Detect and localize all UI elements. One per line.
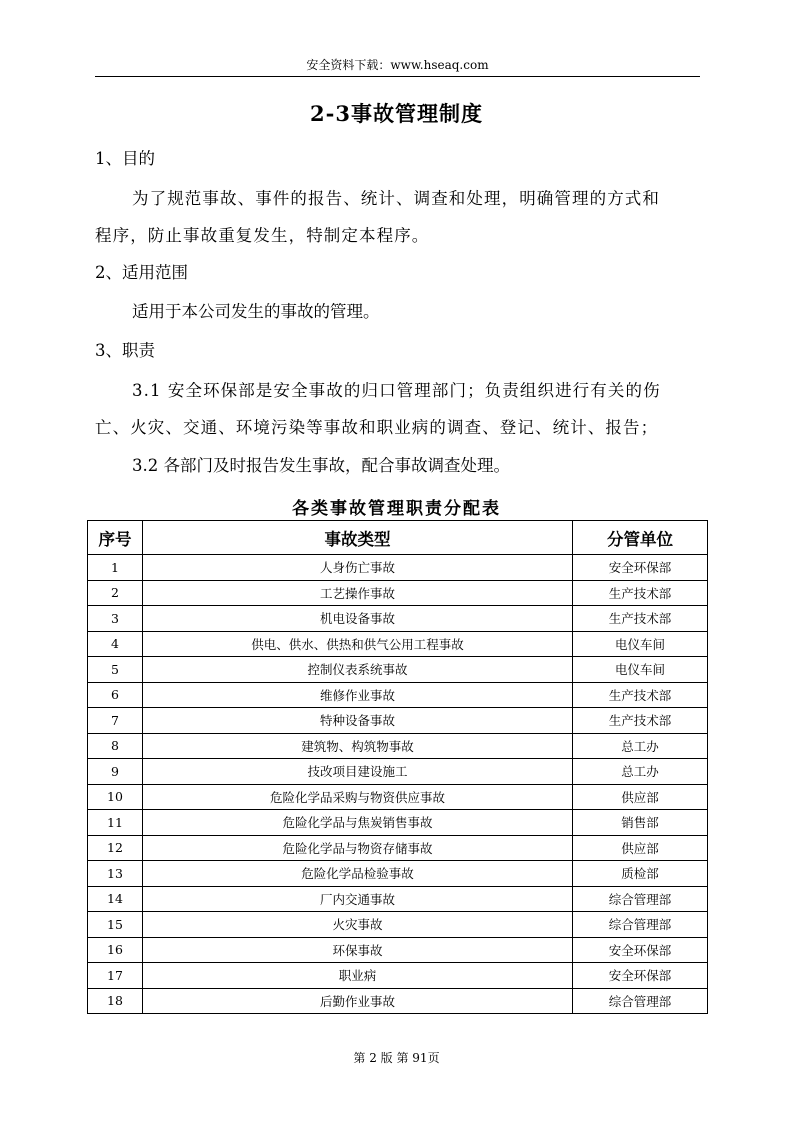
table-row bbox=[88, 631, 708, 657]
table-row bbox=[88, 988, 708, 1014]
serial-number-cell: 10 bbox=[88, 784, 143, 810]
serial-number-cell: 16 bbox=[88, 937, 143, 963]
responsible-unit-cell: 综合管理部 bbox=[573, 912, 708, 938]
table-row bbox=[88, 682, 708, 708]
page-header: 安全资料下载：www.hseaq.com bbox=[95, 56, 700, 77]
serial-number-cell: 6 bbox=[88, 682, 143, 708]
table-row bbox=[88, 657, 708, 683]
accident-type-cell: 控制仪表系统事故 bbox=[143, 657, 573, 683]
serial-number-cell: 11 bbox=[88, 810, 143, 836]
accident-type-cell: 维修作业事故 bbox=[143, 682, 573, 708]
accident-type-cell: 厂内交通事故 bbox=[143, 886, 573, 912]
duty-paragraph-line-1: 3.1 安全环保部是安全事故的归口管理部门；负责组织进行有关的伤 bbox=[132, 381, 661, 400]
page-footer: 第 2 版 第 91页 bbox=[353, 1051, 440, 1065]
table-row bbox=[88, 886, 708, 912]
header-accident-type: 事故类型 bbox=[143, 521, 573, 555]
table-header-row bbox=[88, 521, 708, 555]
serial-number-cell: 15 bbox=[88, 912, 143, 938]
duty-paragraph-line-3: 3.2 各部门及时报告发生事故，配合事故调查处理。 bbox=[132, 456, 510, 475]
accident-type-cell: 技改项目建设施工 bbox=[143, 759, 573, 785]
section-purpose-heading: 1、目的 bbox=[95, 149, 155, 168]
accident-type-cell: 供电、供水、供热和供气公用工程事故 bbox=[143, 631, 573, 657]
accident-type-cell: 后勤作业事故 bbox=[143, 988, 573, 1014]
serial-number-cell: 14 bbox=[88, 886, 143, 912]
serial-number-cell: 17 bbox=[88, 963, 143, 989]
table-row bbox=[88, 555, 708, 581]
serial-number-cell: 8 bbox=[88, 733, 143, 759]
responsible-unit-cell: 销售部 bbox=[573, 810, 708, 836]
responsible-unit-cell: 生产技术部 bbox=[573, 708, 708, 734]
responsible-unit-cell: 综合管理部 bbox=[573, 886, 708, 912]
table-row bbox=[88, 580, 708, 606]
table-row bbox=[88, 835, 708, 861]
table-row bbox=[88, 912, 708, 938]
table-row bbox=[88, 733, 708, 759]
accident-type-cell: 危险化学品采购与物资供应事故 bbox=[143, 784, 573, 810]
responsible-unit-cell: 生产技术部 bbox=[573, 606, 708, 632]
table-row bbox=[88, 759, 708, 785]
accident-type-cell: 环保事故 bbox=[143, 937, 573, 963]
serial-number-cell: 12 bbox=[88, 835, 143, 861]
table-row bbox=[88, 963, 708, 989]
serial-number-cell: 9 bbox=[88, 759, 143, 785]
responsible-unit-cell: 总工办 bbox=[573, 733, 708, 759]
serial-number-cell: 2 bbox=[88, 580, 143, 606]
serial-number-cell: 3 bbox=[88, 606, 143, 632]
responsible-unit-cell: 电仪车间 bbox=[573, 657, 708, 683]
serial-number-cell: 1 bbox=[88, 555, 143, 581]
accident-type-cell: 特种设备事故 bbox=[143, 708, 573, 734]
serial-number-cell: 18 bbox=[88, 988, 143, 1014]
duty-paragraph-line-2: 亡、火灾、交通、环境污染等事故和职业病的调查、登记、统计、报告； bbox=[95, 418, 659, 437]
scope-paragraph: 适用于本公司发生的事故的管理。 bbox=[132, 302, 380, 321]
responsible-unit-cell: 供应部 bbox=[573, 784, 708, 810]
accident-type-cell: 职业病 bbox=[143, 963, 573, 989]
accident-type-cell: 火灾事故 bbox=[143, 912, 573, 938]
table-row bbox=[88, 784, 708, 810]
document-title: 2-3事故管理制度 bbox=[310, 101, 483, 126]
serial-number-cell: 13 bbox=[88, 861, 143, 887]
accident-type-cell: 机电设备事故 bbox=[143, 606, 573, 632]
accident-type-cell: 危险化学品检验事故 bbox=[143, 861, 573, 887]
responsible-unit-cell: 安全环保部 bbox=[573, 937, 708, 963]
responsible-unit-cell: 安全环保部 bbox=[573, 963, 708, 989]
section-duty-heading: 3、职责 bbox=[95, 341, 155, 360]
responsible-unit-cell: 供应部 bbox=[573, 835, 708, 861]
responsible-unit-cell: 生产技术部 bbox=[573, 580, 708, 606]
purpose-paragraph-line-2: 程序，防止事故重复发生，特制定本程序。 bbox=[95, 226, 430, 245]
responsible-unit-cell: 安全环保部 bbox=[573, 555, 708, 581]
accident-type-cell: 人身伤亡事故 bbox=[143, 555, 573, 581]
responsible-unit-cell: 质检部 bbox=[573, 861, 708, 887]
accident-type-cell: 危险化学品与焦炭销售事故 bbox=[143, 810, 573, 836]
responsible-unit-cell: 电仪车间 bbox=[573, 631, 708, 657]
serial-number-cell: 5 bbox=[88, 657, 143, 683]
table-row bbox=[88, 606, 708, 632]
table-title: 各类事故管理职责分配表 bbox=[292, 499, 501, 519]
responsible-unit-cell: 综合管理部 bbox=[573, 988, 708, 1014]
serial-number-cell: 7 bbox=[88, 708, 143, 734]
header-responsible-unit: 分管单位 bbox=[573, 521, 708, 555]
responsibility-table bbox=[87, 520, 708, 1014]
section-scope-heading: 2、适用范围 bbox=[95, 263, 188, 282]
responsible-unit-cell: 总工办 bbox=[573, 759, 708, 785]
table-row bbox=[88, 861, 708, 887]
table-row bbox=[88, 937, 708, 963]
accident-type-cell: 建筑物、构筑物事故 bbox=[143, 733, 573, 759]
table-row bbox=[88, 810, 708, 836]
serial-number-cell: 4 bbox=[88, 631, 143, 657]
purpose-paragraph-line-1: 为了规范事故、事件的报告、统计、调查和处理，明确管理的方式和 bbox=[132, 189, 660, 208]
header-serial-number: 序号 bbox=[88, 521, 143, 555]
responsible-unit-cell: 生产技术部 bbox=[573, 682, 708, 708]
accident-type-cell: 危险化学品与物资存储事故 bbox=[143, 835, 573, 861]
table-row bbox=[88, 708, 708, 734]
accident-type-cell: 工艺操作事故 bbox=[143, 580, 573, 606]
